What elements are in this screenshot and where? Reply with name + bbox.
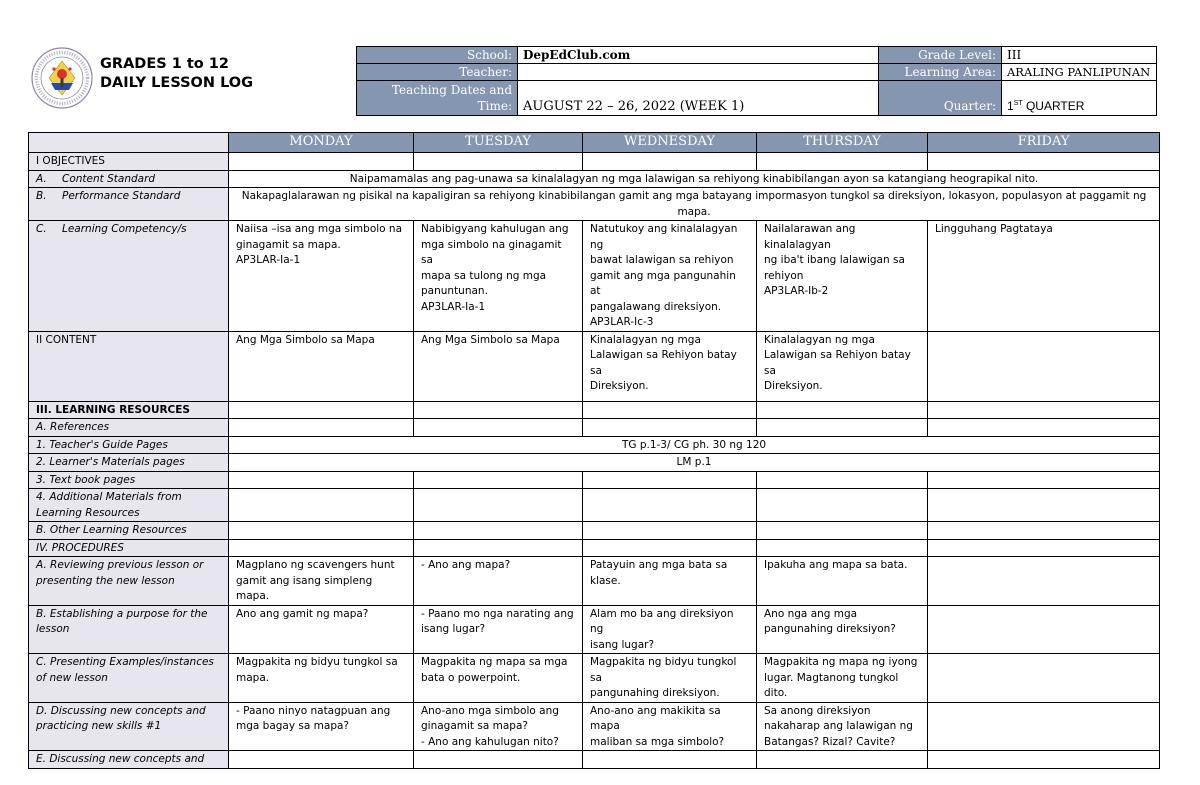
discussing1-monday: - Paano ninyo natagpuan ang mga bagay sa mapa?	[229, 702, 414, 751]
objectives-label: I OBJECTIVES	[29, 153, 229, 171]
content-standard-label	[29, 170, 229, 188]
title-line2: DAILY LESSON LOG	[100, 75, 254, 91]
empty-cell	[583, 471, 757, 489]
establishing-monday: Ano ang gamit ng mapa?	[229, 605, 414, 654]
teaching-dates-label-line2: Time:	[477, 99, 512, 113]
content-standard-value: Naipamamalas ang pag-unawa sa kinalalagyan ng mga lalawigan sa rehiyong kinabibilangan ayon sa katangiang heograpikal nito.	[229, 170, 1160, 188]
empty-cell	[928, 419, 1160, 437]
header-info-table	[356, 46, 1157, 116]
learning-area-label: Learning Area:	[879, 64, 1002, 81]
teacher-value	[518, 64, 879, 81]
teachers-guide-label: 1. Teacher's Guide Pages	[29, 436, 229, 454]
references-label: A. References	[29, 419, 229, 437]
deped-seal-icon	[31, 47, 93, 109]
discussing1-label: D. Discussing new concepts and practicing new skills #1	[29, 702, 229, 751]
empty-cell	[928, 522, 1160, 540]
empty-cell	[583, 419, 757, 437]
reviewing-row	[29, 557, 1160, 606]
learning-resources-row	[29, 401, 1160, 419]
establishing-tuesday: - Paano mo nga narating ang isang lugar?	[414, 605, 583, 654]
other-resources-row	[29, 522, 1160, 540]
performance-standard-letter: B.	[36, 190, 47, 202]
empty-cell	[757, 153, 928, 171]
competency-monday: Naiisa –isa ang mga simbolo na ginagamit sa mapa. AP3LAR-Ia-1	[229, 221, 414, 332]
empty-cell	[583, 539, 757, 557]
empty-cell	[757, 401, 928, 419]
learners-materials-label: 2. Learner's Materials pages	[29, 454, 229, 472]
reviewing-label: A. Reviewing previous lesson or presenting the new lesson	[29, 557, 229, 606]
performance-standard-label	[29, 188, 229, 221]
discussing1-thursday: Sa anong direksiyon nakaharap ang lalawigan ng Batangas? Rizal? Cavite?	[757, 702, 928, 751]
other-resources-label: B. Other Learning Resources	[29, 522, 229, 540]
competency-tuesday: Nabibigyang kahulugan ang mga simbolo na ginagamit sa mapa sa tulong ng mga panuntunan. AP3LAR-Ia-1	[414, 221, 583, 332]
content-tuesday: Ang Mga Simbolo sa Mapa	[414, 331, 583, 401]
quarter-suffix: ST	[1013, 100, 1023, 107]
teaching-dates-value: AUGUST 22 – 26, 2022 (WEEK 1)	[518, 81, 879, 116]
empty-cell	[414, 401, 583, 419]
empty-cell	[414, 751, 583, 769]
empty-cell	[414, 522, 583, 540]
establishing-row	[29, 605, 1160, 654]
learners-materials-value: LM p.1	[229, 454, 1160, 472]
document-title	[100, 55, 253, 93]
establishing-wednesday: Alam mo ba ang direksiyon ng isang lugar?	[583, 605, 757, 654]
quarter-value	[1002, 81, 1157, 116]
reviewing-friday	[928, 557, 1160, 606]
school-value: DepEdClub.com	[518, 47, 879, 64]
discussing1-friday	[928, 702, 1160, 751]
performance-standard-row	[29, 188, 1160, 221]
competency-wednesday: Natutukoy ang kinalalagyan ng bawat lalawigan sa rehiyon gamit ang mga pangunahin at pangalawang direksiyon. AP3LAR-Ic-3	[583, 221, 757, 332]
presenting-friday	[928, 654, 1160, 703]
empty-cell	[229, 522, 414, 540]
learning-area-value: ARALING PANLIPUNAN	[1002, 64, 1157, 81]
empty-cell	[928, 489, 1160, 522]
empty-cell	[583, 522, 757, 540]
empty-cell	[757, 522, 928, 540]
competency-thursday: Nailalarawan ang kinalalagyan ng iba't ibang lalawigan sa rehiyon AP3LAR-Ib-2	[757, 221, 928, 332]
teaching-dates-label	[357, 81, 518, 116]
empty-cell	[414, 489, 583, 522]
reviewing-monday: Magplano ng scavengers hunt gamit ang isang simpleng mapa.	[229, 557, 414, 606]
empty-cell	[229, 539, 414, 557]
presenting-tuesday: Magpakita ng mapa sa mga bata o powerpoint.	[414, 654, 583, 703]
empty-cell	[583, 153, 757, 171]
teacher-label: Teacher:	[357, 64, 518, 81]
empty-cell	[928, 539, 1160, 557]
content-monday: Ang Mga Simbolo sa Mapa	[229, 331, 414, 401]
objectives-row	[29, 153, 1160, 171]
grade-level-value: III	[1002, 47, 1157, 64]
presenting-thursday: Magpakita ng mapa ng iyong lugar. Magtanong tungkol dito.	[757, 654, 928, 703]
discussing2-text: Discussing new concepts and	[49, 753, 205, 765]
establishing-friday	[928, 605, 1160, 654]
title-line1: GRADES 1 to 12	[100, 56, 229, 72]
discussing2-letter: E.	[36, 753, 46, 765]
competency-friday: Lingguhang Pagtataya	[928, 221, 1160, 332]
establishing-label: B. Establishing a purpose for the lesson	[29, 605, 229, 654]
discussing1-row	[29, 702, 1160, 751]
additional-materials-row	[29, 489, 1160, 522]
lesson-log-table	[28, 132, 1160, 769]
content-row	[29, 331, 1160, 401]
empty-cell	[928, 401, 1160, 419]
day-monday: MONDAY	[229, 133, 414, 153]
empty-cell	[928, 471, 1160, 489]
presenting-wednesday: Magpakita ng bidyu tungkol sa pangunahing direksiyon.	[583, 654, 757, 703]
quarter-number: 1	[1007, 99, 1014, 113]
content-standard-text: Content Standard	[62, 172, 156, 185]
empty-cell	[757, 489, 928, 522]
day-friday: FRIDAY	[928, 133, 1160, 153]
content-standard-letter: A.	[36, 172, 47, 185]
empty-cell	[583, 751, 757, 769]
teachers-guide-row	[29, 436, 1160, 454]
content-standard-row	[29, 170, 1160, 188]
teaching-dates-label-line1: Teaching Dates and	[391, 83, 512, 97]
empty-cell	[414, 471, 583, 489]
empty-cell	[229, 401, 414, 419]
empty-cell	[583, 489, 757, 522]
empty-cell	[928, 751, 1160, 769]
presenting-monday: Magpakita ng bidyu tungkol sa mapa.	[229, 654, 414, 703]
text-book-label: 3. Text book pages	[29, 471, 229, 489]
empty-cell	[757, 751, 928, 769]
empty-cell	[229, 489, 414, 522]
empty-cell	[928, 153, 1160, 171]
content-label: II CONTENT	[29, 331, 229, 401]
day-tuesday: TUESDAY	[414, 133, 583, 153]
empty-cell	[229, 471, 414, 489]
procedures-label: IV. PROCEDURES	[29, 539, 229, 557]
empty-cell	[229, 751, 414, 769]
empty-cell	[414, 539, 583, 557]
empty-cell	[583, 401, 757, 419]
learning-resources-label: III. LEARNING RESOURCES	[29, 401, 229, 419]
empty-cell	[414, 419, 583, 437]
performance-standard-value: Nakapaglalarawan ng pisikal na kapaligiran sa rehiyong kinabibilangan gamit ang mga batayang impormasyon tungkol sa direksiyon, lokasyon, populasyon at paggamit ng mapa.	[229, 188, 1160, 221]
learning-competency-row	[29, 221, 1160, 332]
reviewing-tuesday: - Ano ang mapa?	[414, 557, 583, 606]
content-friday	[928, 331, 1160, 401]
empty-cell	[229, 153, 414, 171]
content-thursday: Kinalalagyan ng mga Lalawigan sa Rehiyon batay sa Direksiyon.	[757, 331, 928, 401]
learning-competency-text: Learning Competency/s	[62, 223, 187, 235]
learning-competency-label	[29, 221, 229, 332]
reviewing-wednesday: Patayuin ang mga bata sa klase.	[583, 557, 757, 606]
day-thursday: THURSDAY	[757, 133, 928, 153]
discussing1-wednesday: Ano-ano ang makikita sa mapa maliban sa mga simbolo?	[583, 702, 757, 751]
empty-cell	[414, 153, 583, 171]
reviewing-thursday: Ipakuha ang mapa sa bata.	[757, 557, 928, 606]
teachers-guide-value: TG p.1-3/ CG ph. 30 ng 120	[229, 436, 1160, 454]
additional-materials-label: 4. Additional Materials from Learning Resources	[29, 489, 229, 522]
day-wednesday: WEDNESDAY	[583, 133, 757, 153]
establishing-thursday: Ano nga ang mga pangunahing direksiyon?	[757, 605, 928, 654]
quarter-label: Quarter:	[879, 81, 1002, 116]
empty-cell	[229, 419, 414, 437]
learning-competency-letter: C.	[36, 223, 47, 235]
empty-cell	[757, 419, 928, 437]
discussing2-row	[29, 751, 1160, 769]
school-label: School:	[357, 47, 518, 64]
grade-level-label: Grade Level:	[879, 47, 1002, 64]
presenting-row	[29, 654, 1160, 703]
presenting-label: C. Presenting Examples/instances of new lesson	[29, 654, 229, 703]
content-wednesday: Kinalalagyan ng mga Lalawigan sa Rehiyon batay sa Direksiyon.	[583, 331, 757, 401]
empty-cell	[757, 471, 928, 489]
learners-materials-row	[29, 454, 1160, 472]
corner-cell	[29, 133, 229, 153]
quarter-text: QUARTER	[1022, 99, 1085, 113]
performance-standard-text: Performance Standard	[62, 190, 181, 202]
days-header-row	[29, 133, 1160, 153]
text-book-row	[29, 471, 1160, 489]
procedures-row	[29, 539, 1160, 557]
discussing2-label	[29, 751, 229, 769]
empty-cell	[757, 539, 928, 557]
references-row	[29, 419, 1160, 437]
discussing1-tuesday: Ano-ano mga simbolo ang ginagamit sa mapa? - Ano ang kahulugan nito?	[414, 702, 583, 751]
